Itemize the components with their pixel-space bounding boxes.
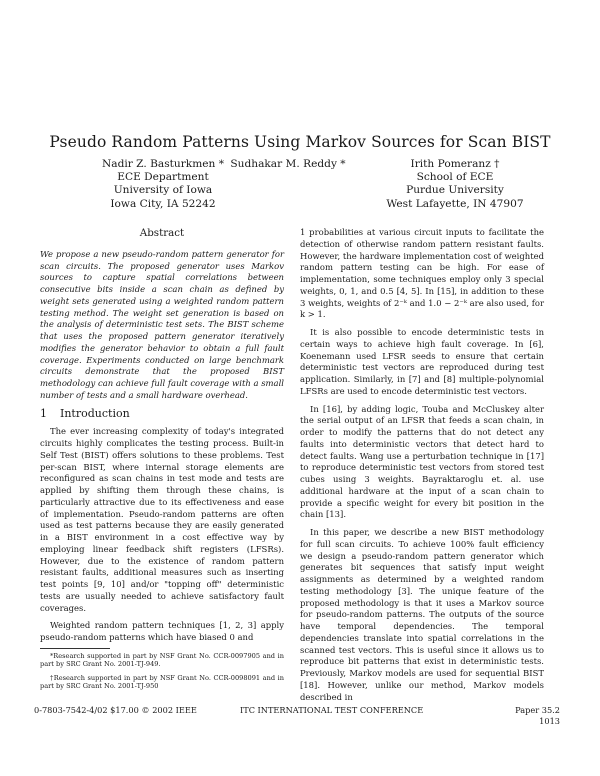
author-block-3 xyxy=(370,158,540,211)
body-paragraph: The ever increasing complexity of today's integrated circuits highly complicates the testing process. Built-in Self Test (BIST) offers solutions to these problems. Test per-scan BIST, where internal storage elements are reconfigured as scan chains in test mode and tests are applied by shifting them through these chains, is particularly attractive due to its effectiveness and ease of implementation. Pseudo-random patterns are often used as test patterns because they are easily generated in a BIST environment in a cost effective way by employing linear feedback shift registers (LFSRs). However, due to the existence of random pattern resistant faults, additional measures such as inserting test points [9, 10] and/or "topping off" deterministic tests are usually needed to achieve satisfactory fault coverages. xyxy=(40,426,284,613)
footer-page-number: 1013 xyxy=(539,716,560,726)
footer-paper-number: Paper 35.2 xyxy=(515,705,560,715)
author-loc: West Lafayette, IN 47907 xyxy=(386,197,524,210)
body-paragraph: In [16], by adding logic, Touba and McCluskey alter the serial output of an LFSR that feeds a scan chain, in order to modify the patterns that do not detect any faults into deterministic vectors that detect hard to detect faults. Wang use a perturbation technique in [17] to reproduce deterministic test vectors from stored test cubes using 3 weights. Bayraktaroglu et. al. use additional hardware at the input of a scan chain to provide a specific weight for every bit position in the chain [13]. xyxy=(300,403,544,520)
abstract-heading: Abstract xyxy=(139,227,185,239)
body-paragraph: In this paper, we describe a new BIST methodology for full scan circuits. To achieve 100% fault efficiency we design a pseudo-random pattern generator which generates bit sequences that satisfy input weight assignments as determined by a weighted random testing methodology [3]. The unique feature of the proposed methodology is that it uses a Markov source for pseudo-random patterns. The outputs of the source have temporal dependencies. The temporal dependencies translate into spatial correlations in the scanned test vectors. This is useful since it allows us to reproduce bit patterns that exist in deterministic tests. Previously, Markov models are used for sequential BIST [18]. However, unlike our method, Markov models described in xyxy=(300,527,544,702)
section-title: Introduction xyxy=(60,406,130,420)
footer-conference: ITC INTERNATIONAL TEST CONFERENCE xyxy=(240,705,424,715)
author-name: Irith Pomeranz † xyxy=(410,158,500,170)
abstract-text: We propose a new pseudo-random pattern generator for scan circuits. The proposed generator uses Markov sources to capture spatial correlations between consecutive bits inside a scan chain as defined by weight sets generated using a weighted random pattern testing method. The weight set generation is based on the analysis of deterministic test sets. The BIST scheme that uses the proposed pattern generator iteratively modifies the generator behavior to obtain a full fault coverage. Experiments conducted on large benchmark circuits demonstrate that the proposed BIST methodology can achieve full fault coverage with a small number of tests and a small hardware overhead. xyxy=(40,248,284,400)
author-inst: University of Iowa xyxy=(113,184,213,197)
footnote: *Research supported in part by NSF Grant No. CCR-0097905 and in part by SRC Grant No. 2001-TJ-949. xyxy=(40,651,284,668)
author-block-1 xyxy=(88,158,238,211)
author-name: Nadir Z. Basturkmen * xyxy=(102,158,224,170)
body-paragraph: Weighted random pattern techniques [1, 2, 3] apply pseudo-random patterns which have biased 0 and xyxy=(40,620,284,642)
author-dept: School of ECE xyxy=(416,171,494,184)
section-number: 1 xyxy=(40,406,47,420)
right-column xyxy=(300,227,544,709)
footer-isbn: 0-7803-7542-4/02 $17.00 © 2002 IEEE xyxy=(34,705,197,715)
author-name: Sudhakar M. Reddy * xyxy=(230,158,346,170)
left-column xyxy=(40,228,284,697)
footnote: †Research supported in part by NSF Grant No. CCR-0098091 and in part by SRC Grant No. 2001-TJ-950 xyxy=(40,674,284,691)
body-paragraph: 1 probabilities at various circuit inputs to facilitate the detection of otherwise random pattern resistant faults. However, the hardware implementation cost of weighted random pattern testing can be high. For ease of implementation, some techniques employ only 3 special weights, 0, 1, and 0.5 [4, 5]. In [15], in addition to these 3 weights, weights of 2⁻ᵏ and 1.0 − 2⁻ᵏ are also used, for k > 1. xyxy=(300,227,544,320)
section-heading xyxy=(40,408,284,420)
footnote-rule xyxy=(40,648,110,649)
body-paragraph: It is also possible to encode deterministic tests in certain ways to achieve high fault coverage. In [6], Koenemann used LFSR seeds to ensure that certain deterministic test vectors are reproduced during test application. Similarly, in [7] and [8] multiple-polynomial LFSRs are used to encode deterministic test vectors. xyxy=(300,327,544,396)
paper-title: Pseudo Random Patterns Using Markov Sources for Scan BIST xyxy=(49,133,551,151)
author-block-2 xyxy=(228,158,348,171)
author-loc: Iowa City, IA 52242 xyxy=(110,197,216,210)
author-dept: ECE Department xyxy=(117,171,209,184)
author-inst: Purdue University xyxy=(406,184,504,197)
